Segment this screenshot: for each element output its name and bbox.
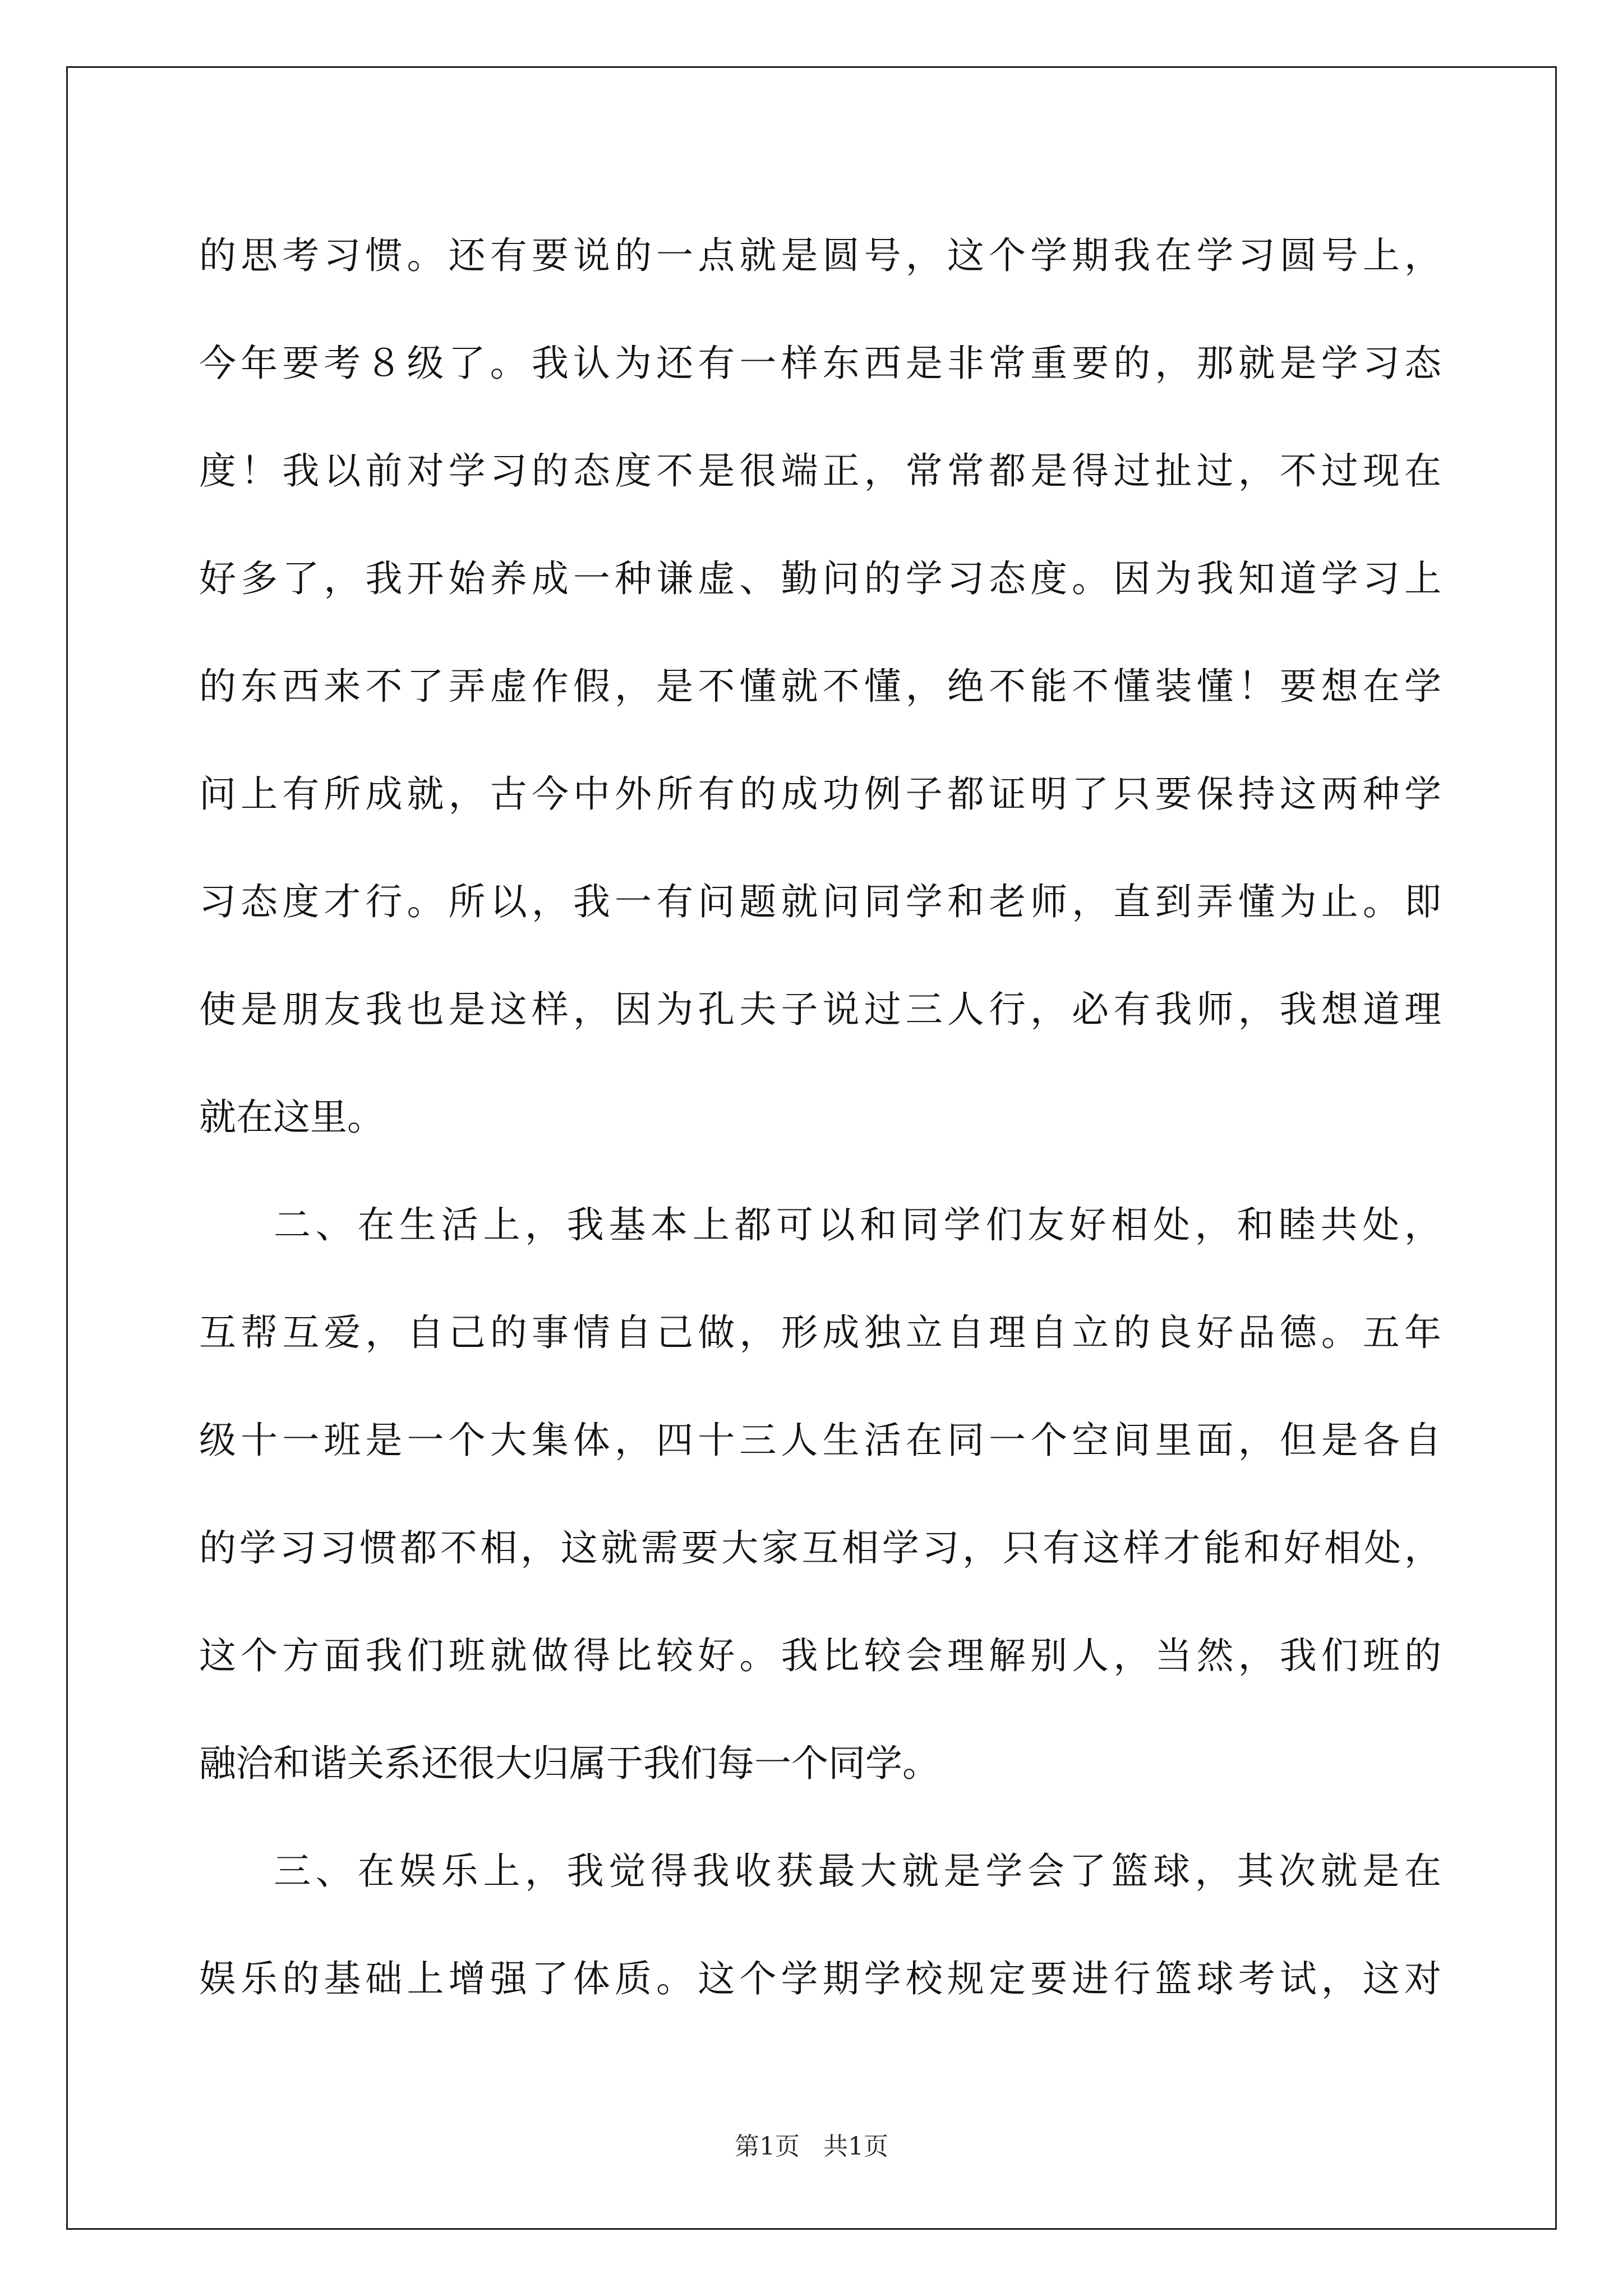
text-line: 的学习习惯都不相，这就需要大家互相学习，只有这样才能和好相处， xyxy=(199,1526,1441,1570)
text-line: 今年要考８级了。我认为还有一样东西是非常重要的，那就是学习态 xyxy=(199,342,1441,385)
text-line: 互帮互爱，自己的事情自己做，形成独立自理自立的良好品德。五年 xyxy=(199,1311,1441,1354)
paragraph-end-line: 融洽和谐关系还很大归属于我们每一个同学。 xyxy=(199,1742,939,1785)
document-body xyxy=(199,202,1441,2033)
text-line: 好多了，我开始养成一种谦虚、勤问的学习态度。因为我知道学习上 xyxy=(199,557,1441,600)
text-line: 娱乐的基础上增强了体质。这个学期学校规定要进行篮球考试，这对 xyxy=(199,1957,1441,2000)
text-line: 这个方面我们班就做得比较好。我比较会理解别人，当然，我们班的 xyxy=(199,1634,1441,1677)
paragraph-end-line: 就在这里。 xyxy=(199,1096,384,1139)
text-line: 的东西来不了弄虚作假，是不懂就不懂，绝不能不懂装懂！要想在学 xyxy=(199,665,1441,708)
text-line: 习态度才行。所以，我一有问题就问同学和老师，直到弄懂为止。即 xyxy=(199,880,1441,923)
text-line: 使是朋友我也是这样，因为孔夫子说过三人行，必有我师，我想道理 xyxy=(199,988,1441,1031)
paragraph-start-line: 三、在娱乐上，我觉得我收获最大就是学会了篮球，其次就是在 xyxy=(274,1849,1441,1893)
text-line: 问上有所成就，古今中外所有的成功例子都证明了只要保持这两种学 xyxy=(199,772,1441,816)
page-footer: 第1页 共1页 xyxy=(735,2132,888,2161)
text-line: 的思考习惯。还有要说的一点就是圆号，这个学期我在学习圆号上， xyxy=(199,234,1441,277)
paragraph-start-line: 二、在生活上，我基本上都可以和同学们友好相处，和睦共处， xyxy=(274,1203,1441,1246)
text-line: 度！我以前对学习的态度不是很端正，常常都是得过扯过，不过现在 xyxy=(199,449,1441,493)
text-line: 级十一班是一个大集体，四十三人生活在同一个空间里面，但是各自 xyxy=(199,1419,1441,1462)
